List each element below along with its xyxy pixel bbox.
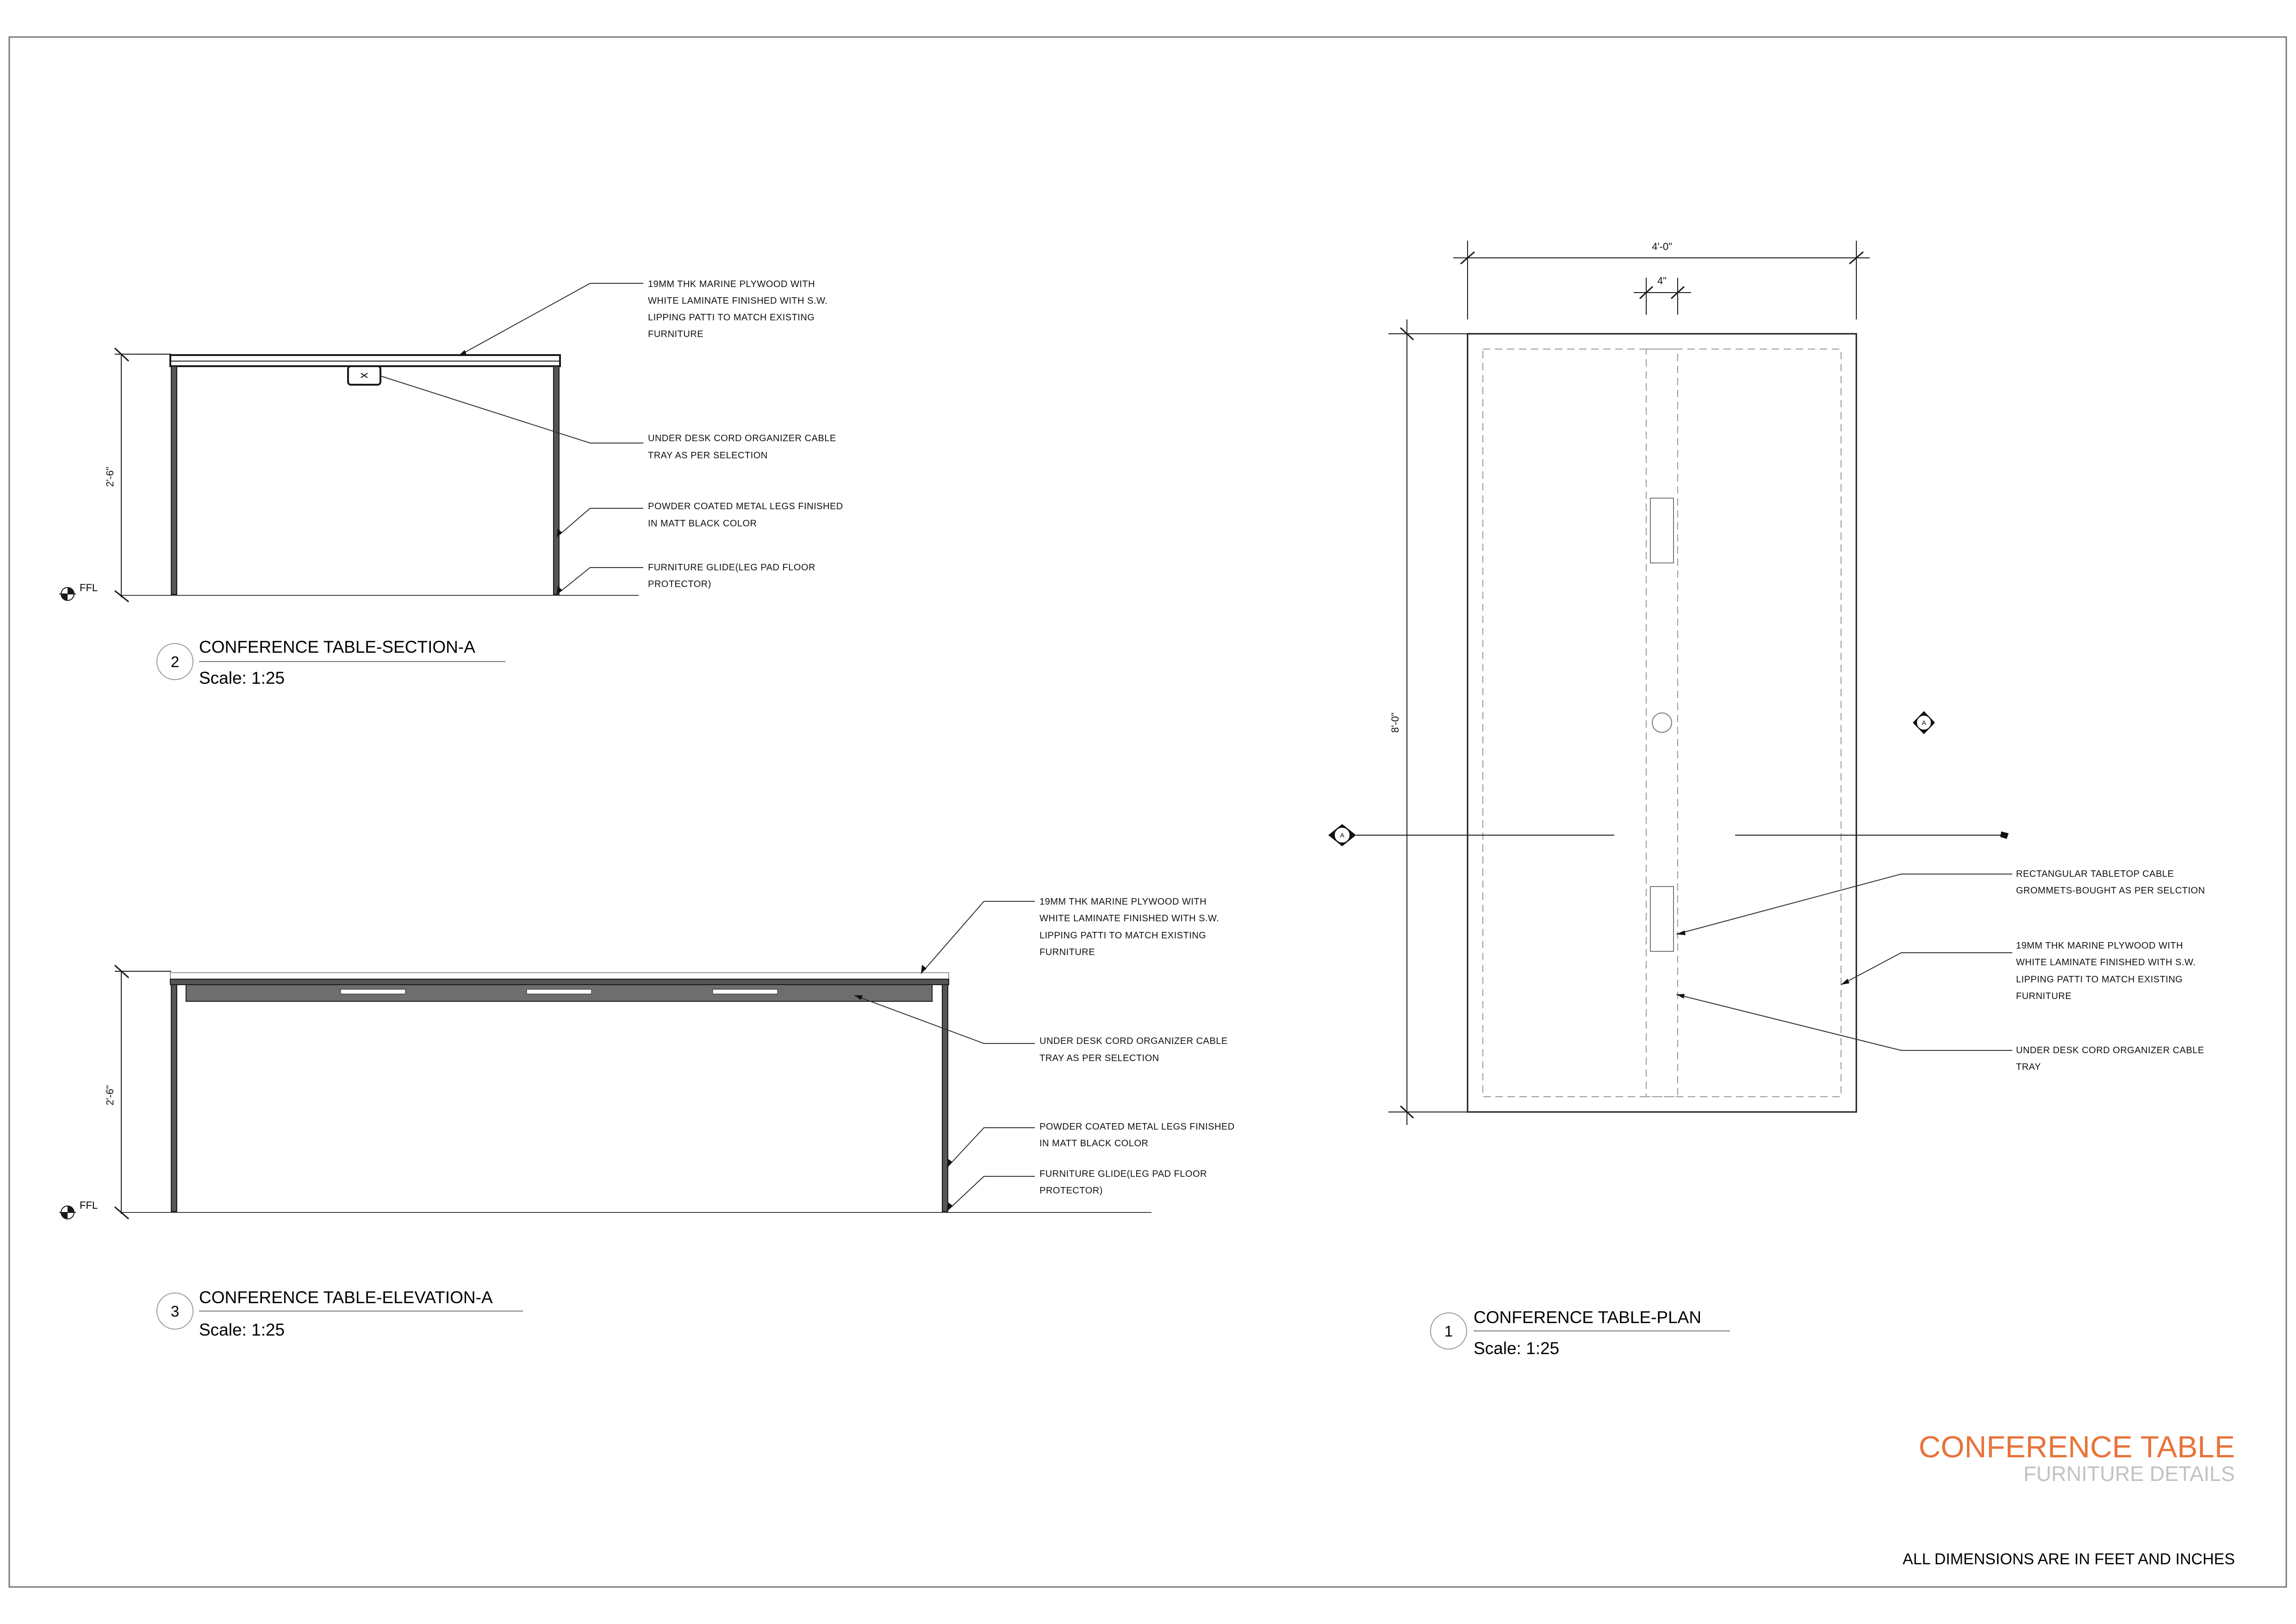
section-leader-1 [458, 283, 643, 356]
elevation-view-title: CONFERENCE TABLE-ELEVATION-A [199, 1288, 493, 1307]
plan-grommet-bottom [1650, 887, 1674, 951]
title-block [1903, 1430, 2235, 1568]
plan-view-title: CONFERENCE TABLE-PLAN [1474, 1308, 1702, 1327]
elevation-leg-left [171, 985, 177, 1212]
section-view-number: 2 [170, 653, 180, 670]
section-view [59, 279, 846, 687]
section-note-glide: FURNITURE GLIDE(LEG PAD FLOOR PROTECTOR) [648, 562, 815, 589]
plan-note-plywood: 19MM THK MARINE PLYWOOD WITH WHITE LAMINATE FINISHED WITH S.W. LIPPING PATTI TO MATCH EXISTING FURNITURE [2016, 941, 2196, 1001]
section-note-plywood: 19MM THK MARINE PLYWOOD WITH WHITE LAMINATE FINISHED WITH S.W. LIPPING PATTI TO MATCH EXISTING FURNITURE [648, 279, 828, 339]
section-leader-4 [557, 568, 643, 594]
elevation-ffl-label: FFL [80, 1199, 98, 1211]
section-note-legs: POWDER COATED METAL LEGS FINISHED IN MATT BLACK COLOR [648, 501, 843, 529]
section-view-title: CONFERENCE TABLE-SECTION-A [199, 637, 475, 656]
plan-width-dim: 4'-0" [1652, 241, 1672, 252]
elevation-height-dim: 2'-6" [104, 1085, 116, 1106]
elevation-leg-right [942, 985, 948, 1212]
elevation-note-glide: FURNITURE GLIDE(LEG PAD FLOOR PROTECTOR) [1039, 1169, 1207, 1196]
plan-center-grommet [1652, 713, 1672, 732]
plan-leader-2 [1841, 953, 2012, 985]
elevation-note-plywood: 19MM THK MARINE PLYWOOD WITH WHITE LAMINATE FINISHED WITH S.W. LIPPING PATTI TO MATCH EXISTING FURNITURE [1039, 897, 1220, 957]
plan-length-dim: 8'-0" [1389, 712, 1401, 733]
elevation-tabletop-outline [170, 973, 949, 979]
plan-view-number: 1 [1444, 1323, 1453, 1340]
elevation-tabletop [170, 979, 949, 985]
plan-section-marker-right [1913, 711, 1935, 734]
elevation-view-number: 3 [170, 1303, 180, 1320]
elevation-note-cable-tray: UNDER DESK CORD ORGANIZER CABLE TRAY AS PER SELECTION [1039, 1036, 1228, 1063]
svg-text:A: A [1340, 831, 1344, 839]
elevation-note-legs: POWDER COATED METAL LEGS FINISHED IN MATT BLACK COLOR [1039, 1122, 1235, 1149]
plan-grommet-top [1650, 498, 1674, 563]
sheet-border [9, 37, 2286, 1587]
plan-note-cable-tray: UNDER DESK CORD ORGANIZER CABLE TRAY [2016, 1045, 2204, 1072]
elevation-view-scale: Scale: 1:25 [199, 1320, 285, 1339]
section-leg-right [554, 366, 559, 594]
elevation-leader-4 [947, 1176, 1035, 1211]
plan-section-marker-left [1328, 824, 1356, 846]
section-leader-2 [380, 376, 643, 443]
section-ffl-label: FFL [80, 582, 98, 593]
plan-center-dim: 4" [1657, 275, 1667, 287]
section-note-cable-tray: UNDER DESK CORD ORGANIZER CABLE TRAY AS PER SELECTION [648, 433, 836, 461]
dimension-units-note: ALL DIMENSIONS ARE IN FEET AND INCHES [1903, 1550, 2235, 1568]
section-leg-left [171, 366, 177, 594]
plan-view-scale: Scale: 1:25 [1474, 1339, 1560, 1358]
plan-note-grommets: RECTANGULAR TABLETOP CABLE GROMMETS-BOUGHT AS PER SELCTION [2016, 869, 2205, 896]
section-view-scale: Scale: 1:25 [199, 668, 285, 687]
sheet-subtitle: FURNITURE DETAILS [2023, 1462, 2235, 1486]
section-leader-3 [557, 508, 643, 537]
svg-text:A: A [1922, 719, 1926, 726]
plan-view [1328, 241, 2207, 1358]
elevation-leader-1 [921, 901, 1035, 974]
sheet-title: CONFERENCE TABLE [1918, 1430, 2235, 1464]
elevation-leader-3 [947, 1128, 1035, 1168]
elevation-view [59, 897, 1238, 1339]
section-height-dim: 2'-6" [104, 467, 116, 487]
